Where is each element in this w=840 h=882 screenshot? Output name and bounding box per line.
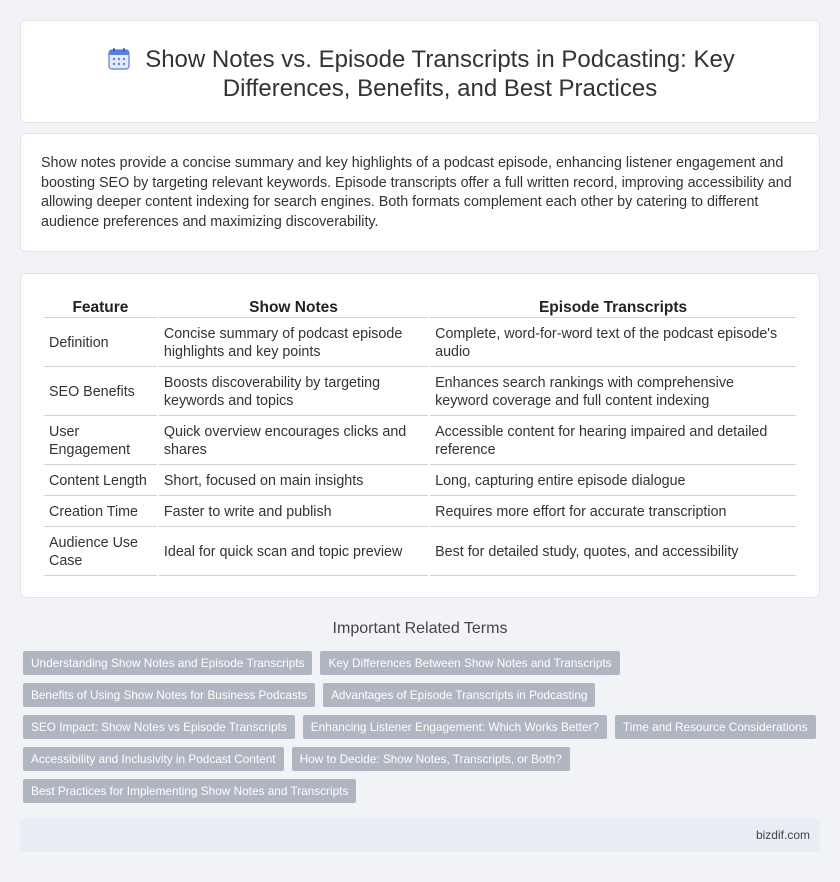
transcripts-cell: Accessible content for hearing impaired and detailed reference xyxy=(430,418,796,465)
show-notes-cell: Faster to write and publish xyxy=(159,498,428,527)
feature-cell: User Engagement xyxy=(44,418,157,465)
related-terms-tags xyxy=(23,651,818,811)
calendar-icon xyxy=(107,47,131,71)
comparison-card xyxy=(20,273,820,598)
header-card xyxy=(20,20,820,123)
related-tag[interactable]: Understanding Show Notes and Episode Transcripts xyxy=(23,651,312,675)
header xyxy=(21,45,819,103)
table-row xyxy=(44,467,796,496)
transcripts-cell: Long, capturing entire episode dialogue xyxy=(430,467,796,496)
show-notes-cell: Quick overview encourages clicks and shares xyxy=(159,418,428,465)
header-episode-transcripts: Episode Transcripts xyxy=(430,298,796,318)
show-notes-cell: Concise summary of podcast episode highlights and key points xyxy=(159,320,428,367)
show-notes-cell: Ideal for quick scan and topic preview xyxy=(159,529,428,576)
table-row xyxy=(44,320,796,367)
related-tag[interactable]: Enhancing Listener Engagement: Which Works Better? xyxy=(303,715,607,739)
table-row xyxy=(44,498,796,527)
related-tag[interactable]: Time and Resource Considerations xyxy=(615,715,815,739)
related-tag[interactable]: Benefits of Using Show Notes for Business Podcasts xyxy=(23,683,315,707)
feature-cell: Creation Time xyxy=(44,498,157,527)
tag-row xyxy=(23,715,818,739)
transcripts-cell: Requires more effort for accurate transcription xyxy=(430,498,796,527)
related-tag[interactable]: SEO Impact: Show Notes vs Episode Transcripts xyxy=(23,715,295,739)
transcripts-cell: Complete, word-for-word text of the podcast episode's audio xyxy=(430,320,796,367)
table-header-row xyxy=(44,298,796,318)
header-show-notes: Show Notes xyxy=(159,298,428,318)
related-terms-title: Important Related Terms xyxy=(332,620,508,637)
table-row xyxy=(44,369,796,416)
comparison-table xyxy=(42,296,798,578)
intro-paragraph: Show notes provide a concise summary and key highlights of a podcast episode, enhancing listener engagement and boosting SEO by targeting relevant keywords. Episode transcripts offer a full written record, improving accessibility and allowing deeper content indexing for search engines. Both formats complement each other by catering to different audience preferences and maximizing discoverability. xyxy=(41,155,792,231)
related-tag[interactable]: Key Differences Between Show Notes and Transcripts xyxy=(320,651,619,675)
transcripts-cell: Best for detailed study, quotes, and accessibility xyxy=(430,529,796,576)
tag-row xyxy=(23,747,818,771)
tag-row xyxy=(23,651,818,675)
show-notes-cell: Short, focused on main insights xyxy=(159,467,428,496)
tag-row xyxy=(23,779,818,803)
feature-cell: SEO Benefits xyxy=(44,369,157,416)
feature-cell: Content Length xyxy=(44,467,157,496)
page-title: Show Notes vs. Episode Transcripts in Podcasting: Key Differences, Benefits, and Best Practices xyxy=(145,46,735,102)
table-row xyxy=(44,418,796,465)
header-feature: Feature xyxy=(44,298,157,318)
related-tag[interactable]: How to Decide: Show Notes, Transcripts, or Both? xyxy=(292,747,570,771)
footer xyxy=(20,818,820,852)
table-row xyxy=(44,529,796,576)
intro-card xyxy=(20,133,820,252)
related-tag[interactable]: Best Practices for Implementing Show Notes and Transcripts xyxy=(23,779,356,803)
tag-row xyxy=(23,683,818,707)
feature-cell: Audience Use Case xyxy=(44,529,157,576)
footer-site-link[interactable]: bizdif.com xyxy=(755,828,810,842)
feature-cell: Definition xyxy=(44,320,157,367)
show-notes-cell: Boosts discoverability by targeting keywords and topics xyxy=(159,369,428,416)
related-tag[interactable]: Advantages of Episode Transcripts in Podcasting xyxy=(323,683,595,707)
related-tag[interactable]: Accessibility and Inclusivity in Podcast Content xyxy=(23,747,284,771)
transcripts-cell: Enhances search rankings with comprehensive keyword coverage and full content indexing xyxy=(430,369,796,416)
